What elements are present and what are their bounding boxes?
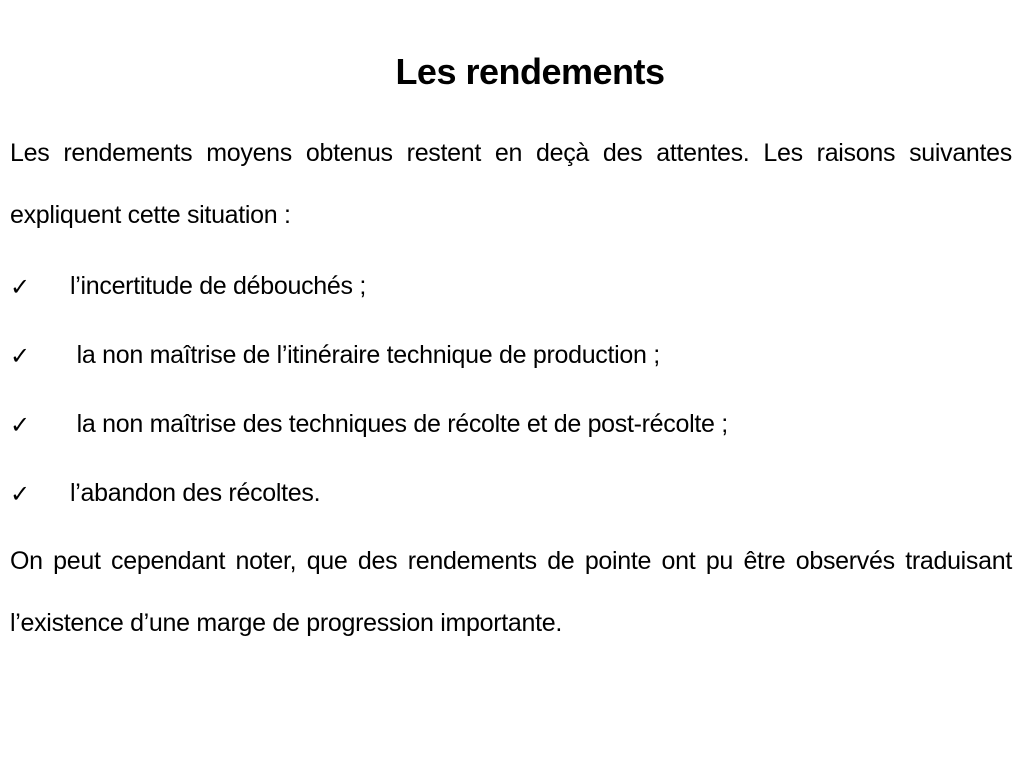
slide-title: Les rendements [395, 51, 665, 92]
reasons-list [10, 252, 1012, 528]
check-icon: ✓ [10, 341, 30, 370]
list-item-text: la non maîtrise de l’itinéraire technique de production ; [70, 341, 660, 369]
check-icon: ✓ [10, 272, 30, 301]
list-item [10, 252, 1012, 321]
list-item [10, 390, 1012, 459]
conclusion-paragraph: On peut cependant noter, que des rendements de pointe ont pu être observés traduisant l’existence d’une marge de progression importante. [10, 547, 1012, 637]
check-icon: ✓ [10, 479, 30, 508]
list-item-text: la non maîtrise des techniques de récolte et de post-récolte ; [70, 410, 728, 438]
intro-paragraph: Les rendements moyens obtenus restent en deçà des attentes. Les raisons suivantes expliquent cette situation : [10, 139, 1012, 229]
list-item [10, 459, 1012, 528]
list-item-text: l’abandon des récoltes. [70, 479, 321, 507]
check-icon: ✓ [10, 410, 30, 439]
list-item-text: l’incertitude de débouchés ; [70, 272, 366, 300]
list-item [10, 321, 1012, 390]
